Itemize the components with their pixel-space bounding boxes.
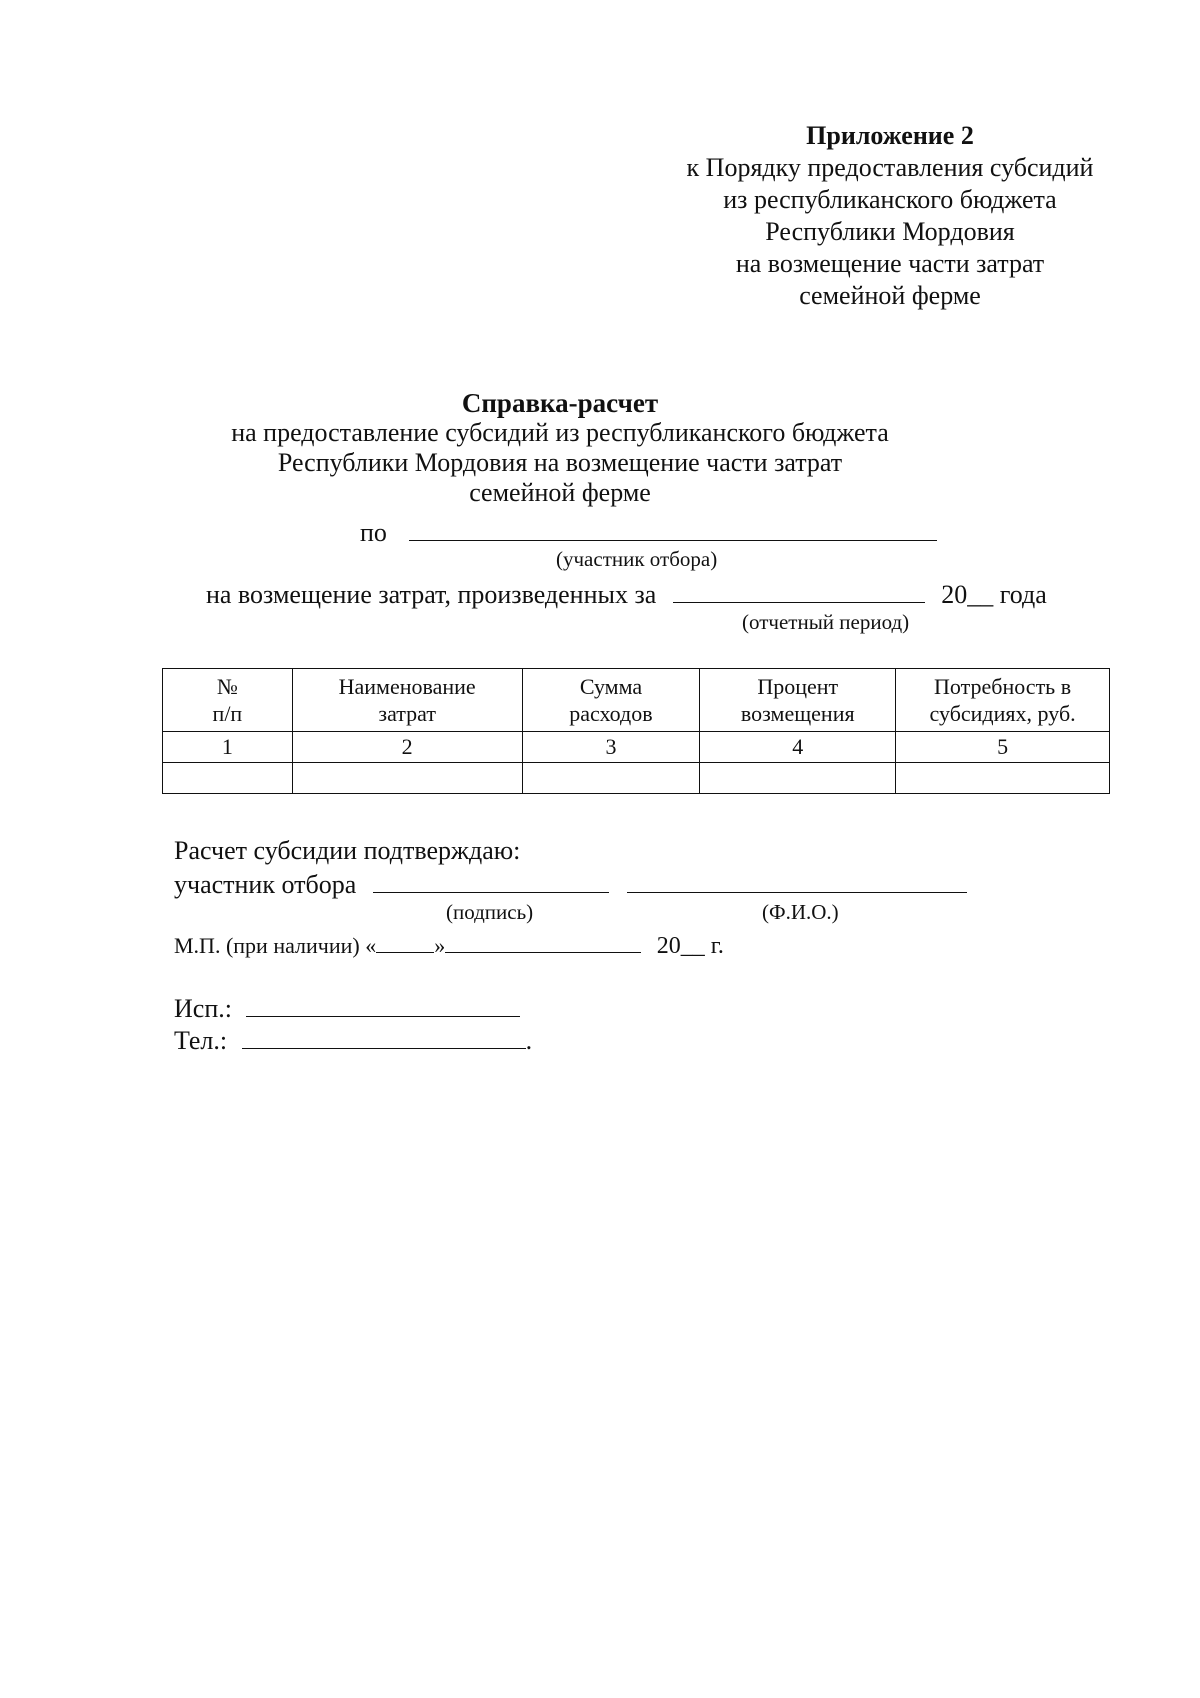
phone-blank[interactable]	[242, 1024, 526, 1049]
table-cell-empty[interactable]	[700, 763, 896, 794]
table-cell: 3	[522, 732, 700, 763]
table-cell-empty[interactable]	[522, 763, 700, 794]
appendix-header	[660, 120, 1120, 312]
participant-blank[interactable]	[409, 516, 937, 541]
participant-line	[360, 516, 937, 548]
period-year: 20__ года	[941, 580, 1047, 609]
executor-blank[interactable]	[246, 992, 520, 1017]
document-subtitle-line: семейной ферме	[469, 478, 651, 507]
participant-signature-line	[174, 868, 967, 900]
appendix-title: Приложение 2	[806, 121, 974, 150]
header-number: № п/п	[163, 669, 293, 732]
phone-period: .	[525, 1026, 533, 1055]
document-subtitle-line: на предоставление субсидий из республиканского бюджета	[231, 418, 889, 447]
stamp-date-line	[174, 930, 724, 960]
phone-label: Тел.:	[174, 1026, 228, 1055]
signature-blank[interactable]	[373, 868, 609, 893]
table-numbering-row	[163, 732, 1110, 763]
phone-line	[174, 1024, 532, 1056]
period-line	[206, 578, 1047, 610]
period-blank[interactable]	[673, 578, 925, 603]
appendix-line: из республиканского бюджета	[723, 185, 1057, 214]
fio-caption: (Ф.И.О.)	[762, 900, 839, 924]
stamp-label: М.П. (при наличии) «	[174, 933, 377, 958]
appendix-line: на возмещение части затрат	[735, 249, 1045, 278]
table-cell: 5	[896, 732, 1110, 763]
table-row	[163, 763, 1110, 794]
executor-line	[174, 992, 520, 1024]
table-cell-empty[interactable]	[292, 763, 522, 794]
confirm-text: Расчет субсидии подтверждаю:	[174, 836, 521, 865]
stamp-year: 20__ г.	[656, 933, 724, 959]
participant-label: участник отбора	[174, 870, 357, 899]
table-cell-empty[interactable]	[896, 763, 1110, 794]
period-caption: (отчетный период)	[742, 610, 910, 634]
executor-label: Исп.:	[174, 994, 232, 1023]
quote-close: »	[434, 933, 446, 958]
header-reimbursement-percent: Процент возмещения	[700, 669, 896, 732]
signature-caption: (подпись)	[446, 900, 534, 924]
appendix-line: Республики Мордовия	[765, 217, 1015, 246]
period-prefix: на возмещение затрат, произведенных за	[206, 580, 657, 609]
document-title: Справка-расчет	[461, 388, 659, 418]
document-subtitle-line: Республики Мордовия на возмещение части затрат	[277, 448, 843, 477]
document-title-block	[160, 388, 960, 508]
table-cell: 1	[163, 732, 293, 763]
table-cell-empty[interactable]	[163, 763, 293, 794]
appendix-line: к Порядку предоставления субсидий	[686, 153, 1094, 182]
month-blank[interactable]	[445, 930, 641, 953]
header-cost-name: Наименование затрат	[292, 669, 522, 732]
po-label: по	[360, 518, 387, 547]
table-cell: 4	[700, 732, 896, 763]
appendix-line: семейной ферме	[799, 281, 981, 310]
header-expense-sum: Сумма расходов	[522, 669, 700, 732]
calculation-table	[162, 668, 1110, 794]
day-blank[interactable]	[376, 930, 434, 953]
table-header-row	[163, 669, 1110, 732]
participant-caption: (участник отбора)	[556, 547, 718, 571]
header-subsidy-need: Потребность в субсидиях, руб.	[896, 669, 1110, 732]
table-cell: 2	[292, 732, 522, 763]
fio-blank[interactable]	[627, 868, 967, 893]
